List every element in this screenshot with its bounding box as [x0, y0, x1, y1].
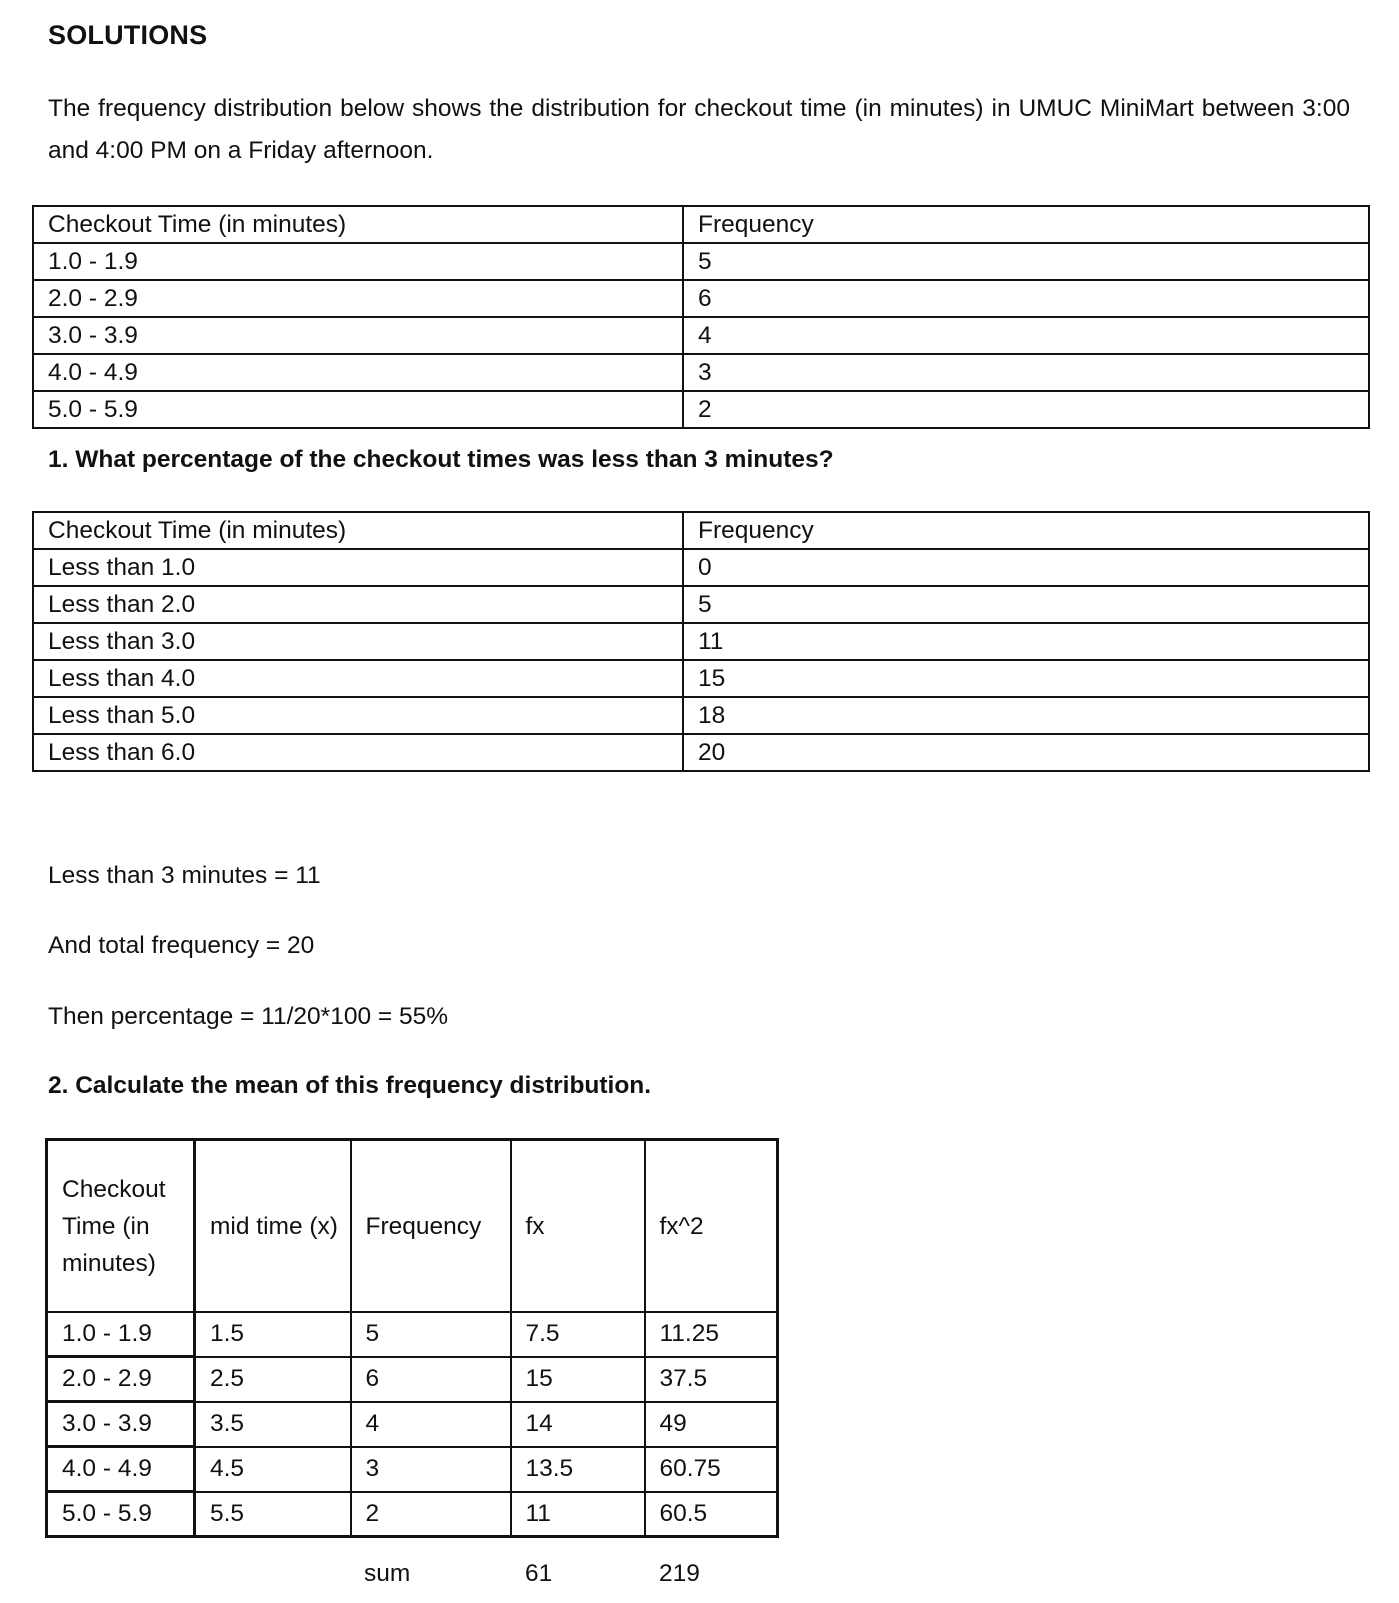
table-row	[47, 1492, 778, 1537]
intro-paragraph: The frequency distribution below shows the distribution for checkout time (in minutes) in UMUC MiniMart between 3:00 and 4:00 PM on a Friday afternoon.	[48, 95, 1350, 164]
sum-label: sum	[364, 1560, 411, 1587]
answer-line-3: Then percentage = 11/20*100 = 55%	[48, 1003, 449, 1030]
table-cell: 5	[683, 586, 1369, 623]
table-cell: 1.0 - 1.9	[47, 1312, 195, 1357]
question-1: 1. What percentage of the checkout times was less than 3 minutes?	[48, 446, 834, 473]
table-cell: Less than 5.0	[33, 697, 683, 734]
table-cell: 3.0 - 3.9	[33, 317, 683, 354]
header-cell: Checkout Time (in minutes)	[33, 206, 683, 243]
table-cell: 5.0 - 5.9	[33, 391, 683, 428]
header-cell: Checkout Time (in minutes)	[47, 1140, 195, 1313]
table-cell: 60.75	[645, 1447, 778, 1492]
table-cell: 4	[351, 1402, 511, 1447]
table-row	[47, 1402, 778, 1447]
header-cell: Frequency	[351, 1140, 511, 1313]
header-cell: Frequency	[683, 206, 1369, 243]
table-row	[33, 549, 1369, 586]
table-cell: 6	[683, 280, 1369, 317]
table-row	[33, 243, 1369, 280]
page-title: SOLUTIONS	[48, 20, 208, 50]
table-row	[33, 280, 1369, 317]
header-cell: mid time (x)	[195, 1140, 351, 1313]
table-row	[47, 1447, 778, 1492]
table-cell: 37.5	[645, 1357, 778, 1402]
table-cell: 1.0 - 1.9	[33, 243, 683, 280]
table-cell: 7.5	[511, 1312, 645, 1357]
header-cell: fx^2	[645, 1140, 778, 1313]
table-row	[47, 1312, 778, 1357]
table-cell: Less than 2.0	[33, 586, 683, 623]
table-row	[33, 586, 1369, 623]
table-cell: 49	[645, 1402, 778, 1447]
table-cell: 5	[351, 1312, 511, 1357]
table-cell: 2	[351, 1492, 511, 1537]
table-cell: 4.5	[195, 1447, 351, 1492]
table-cell: 5	[683, 243, 1369, 280]
table-cell: 2.0 - 2.9	[47, 1357, 195, 1402]
table-header-row	[47, 1140, 778, 1313]
table-cell: 15	[511, 1357, 645, 1402]
table-cell: 4.0 - 4.9	[47, 1447, 195, 1492]
table-cell: 5.5	[195, 1492, 351, 1537]
table-row	[33, 354, 1369, 391]
cumulative-frequency-table	[32, 511, 1370, 772]
table-cell: 4	[683, 317, 1369, 354]
table-cell: 11	[511, 1492, 645, 1537]
table-row	[47, 1357, 778, 1402]
table-cell: 15	[683, 660, 1369, 697]
table-cell: 4.0 - 4.9	[33, 354, 683, 391]
table-cell: 14	[511, 1402, 645, 1447]
table-cell: 3	[683, 354, 1369, 391]
answer-line-1: Less than 3 minutes = 11	[48, 862, 321, 889]
question-2: 2. Calculate the mean of this frequency distribution.	[48, 1072, 652, 1099]
table-cell: Less than 1.0	[33, 549, 683, 586]
table-header-row	[33, 512, 1369, 549]
header-cell: Frequency	[683, 512, 1369, 549]
table-cell: 6	[351, 1357, 511, 1402]
table-cell: Less than 6.0	[33, 734, 683, 771]
sum-fx2-value: 219	[659, 1560, 700, 1587]
table-row	[33, 734, 1369, 771]
header-cell: Checkout Time (in minutes)	[33, 512, 683, 549]
table-row	[33, 697, 1369, 734]
table-cell: 2	[683, 391, 1369, 428]
table-cell: Less than 4.0	[33, 660, 683, 697]
table-cell: 3.5	[195, 1402, 351, 1447]
table-cell: 18	[683, 697, 1369, 734]
mean-calculation-table	[45, 1138, 779, 1538]
table-cell: 2.0 - 2.9	[33, 280, 683, 317]
header-cell: fx	[511, 1140, 645, 1313]
table-cell: 20	[683, 734, 1369, 771]
frequency-table	[32, 205, 1370, 429]
table-cell: 60.5	[645, 1492, 778, 1537]
table-cell: 5.0 - 5.9	[47, 1492, 195, 1537]
table-cell: 13.5	[511, 1447, 645, 1492]
table-cell: 3	[351, 1447, 511, 1492]
table-cell: 11	[683, 623, 1369, 660]
answer-line-2: And total frequency = 20	[48, 932, 315, 959]
table-row	[33, 391, 1369, 428]
table-header-row	[33, 206, 1369, 243]
sum-fx-value: 61	[525, 1560, 553, 1587]
table-cell: Less than 3.0	[33, 623, 683, 660]
table-row	[33, 660, 1369, 697]
table-cell: 3.0 - 3.9	[47, 1402, 195, 1447]
table-row	[33, 317, 1369, 354]
table-cell: 11.25	[645, 1312, 778, 1357]
table-cell: 0	[683, 549, 1369, 586]
table-cell: 1.5	[195, 1312, 351, 1357]
table-row	[33, 623, 1369, 660]
table-cell: 2.5	[195, 1357, 351, 1402]
